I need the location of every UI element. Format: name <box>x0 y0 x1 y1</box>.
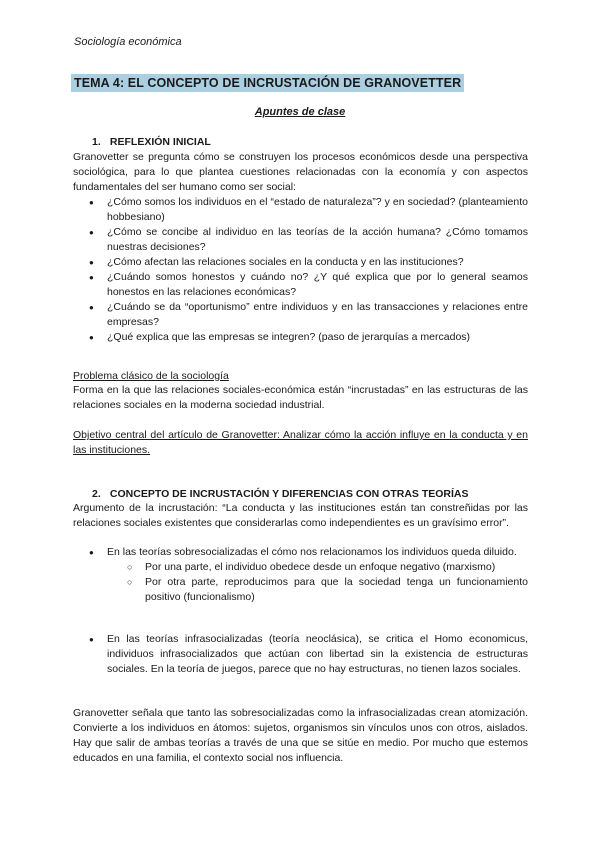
list-item: ● En las teorías infrasocializadas (teoría neoclásica), se critica el Homo economicus, individuos infrasocializados que actúan con libertad sin la existencia de estructuras sociales. En la teoría de juegos, parece que no hay estructuras, no tienen lazos sociales. <box>73 632 528 677</box>
objective-text: Objetivo central del artículo de Granovetter: Analizar cómo la acción influye en la conducta y en las instituciones. <box>73 429 528 456</box>
document-subtitle <box>0 106 600 118</box>
problem-heading: Problema clásico de la sociología <box>73 370 229 382</box>
section-2-list-b <box>73 632 528 677</box>
problem-text: Forma en la que las relaciones sociales-económica están “incrustadas” en las estructuras de las relaciones sociales en la moderna sociedad industrial. <box>73 384 528 411</box>
oversocialized-text: En las teorías sobresocializadas el cómo nos relacionamos los individuos queda diluido. <box>107 546 517 558</box>
list-item <box>73 545 528 605</box>
list-item: ● ¿Cuándo somos honestos y cuándo no? ¿Y qué explica que por lo general seamos honestos en las relaciones económicas? <box>73 270 528 300</box>
list-item: ● ¿Qué explica que las empresas se integren? (paso de jerarquías a mercados) <box>73 330 528 345</box>
incrustation-argument: Argumento de la incrustación: “La conducta y las instituciones están tan constreñidas por las relaciones sociales existentes que considerarlas como independientes es un gravísimo error”. <box>73 502 528 529</box>
section-2-title: CONCEPTO DE INCRUSTACIÓN Y DIFERENCIAS CON OTRAS TEORÍAS <box>109 488 469 500</box>
running-header: Sociología económica <box>74 36 182 48</box>
section-1-question-list <box>73 195 528 345</box>
section-2-heading <box>92 488 469 500</box>
section-1-number: 1. <box>92 136 101 148</box>
list-item: ● ¿Cómo afectan las relaciones sociales en la conducta y en las instituciones? <box>73 255 528 270</box>
section-2-conclusion: Granovetter señala que tanto las sobresocializadas como la infrasocializadas crean atomización. Convierte a los individuos en átomos: sujetos, organismos sin vínculos unos con otros, aislados. Hay que salir de ambas teorías a través de una que se sitúe en medio. Por mucho que estemos educados en una familia, el contexto social nos influencia. <box>73 707 528 764</box>
list-item: ● ¿Cómo se concibe al individuo en las teorías de la acción humana? ¿Cómo tomamos nuestras decisiones? <box>73 225 528 255</box>
section-2-list-a <box>73 545 528 605</box>
section-1-title: REFLEXIÓN INICIAL <box>109 136 211 148</box>
sub-list-item: ○ Por una parte, el individuo obedece desde un enfoque negativo (marxismo) <box>107 560 528 575</box>
oversocialized-sublist <box>107 560 528 605</box>
list-item: ● ¿Cuándo se da “oportunismo” entre individuos y en las transacciones y relaciones entre empresas? <box>73 300 528 330</box>
section-2-number: 2. <box>92 488 101 500</box>
section-1-intro: Granovetter se pregunta cómo se construyen los procesos económicos desde una perspectiva sociológica, para lo que plantea cuestiones relacionadas con la economía y con aspectos fundamentales del ser humano como ser social: <box>73 151 528 193</box>
subtitle-text: Apuntes de clase <box>254 106 346 118</box>
sub-list-item: ○ Por otra parte, reproducimos para que la sociedad tenga un funcionamiento positivo (funcionalismo) <box>107 575 528 605</box>
document-title: TEMA 4: EL CONCEPTO DE INCRUSTACIÓN DE GRANOVETTER <box>71 74 464 92</box>
section-1-heading <box>92 136 211 148</box>
list-item: ● ¿Cómo somos los individuos en el “estado de naturaleza”? y en sociedad? (planteamiento hobbesiano) <box>73 195 528 225</box>
